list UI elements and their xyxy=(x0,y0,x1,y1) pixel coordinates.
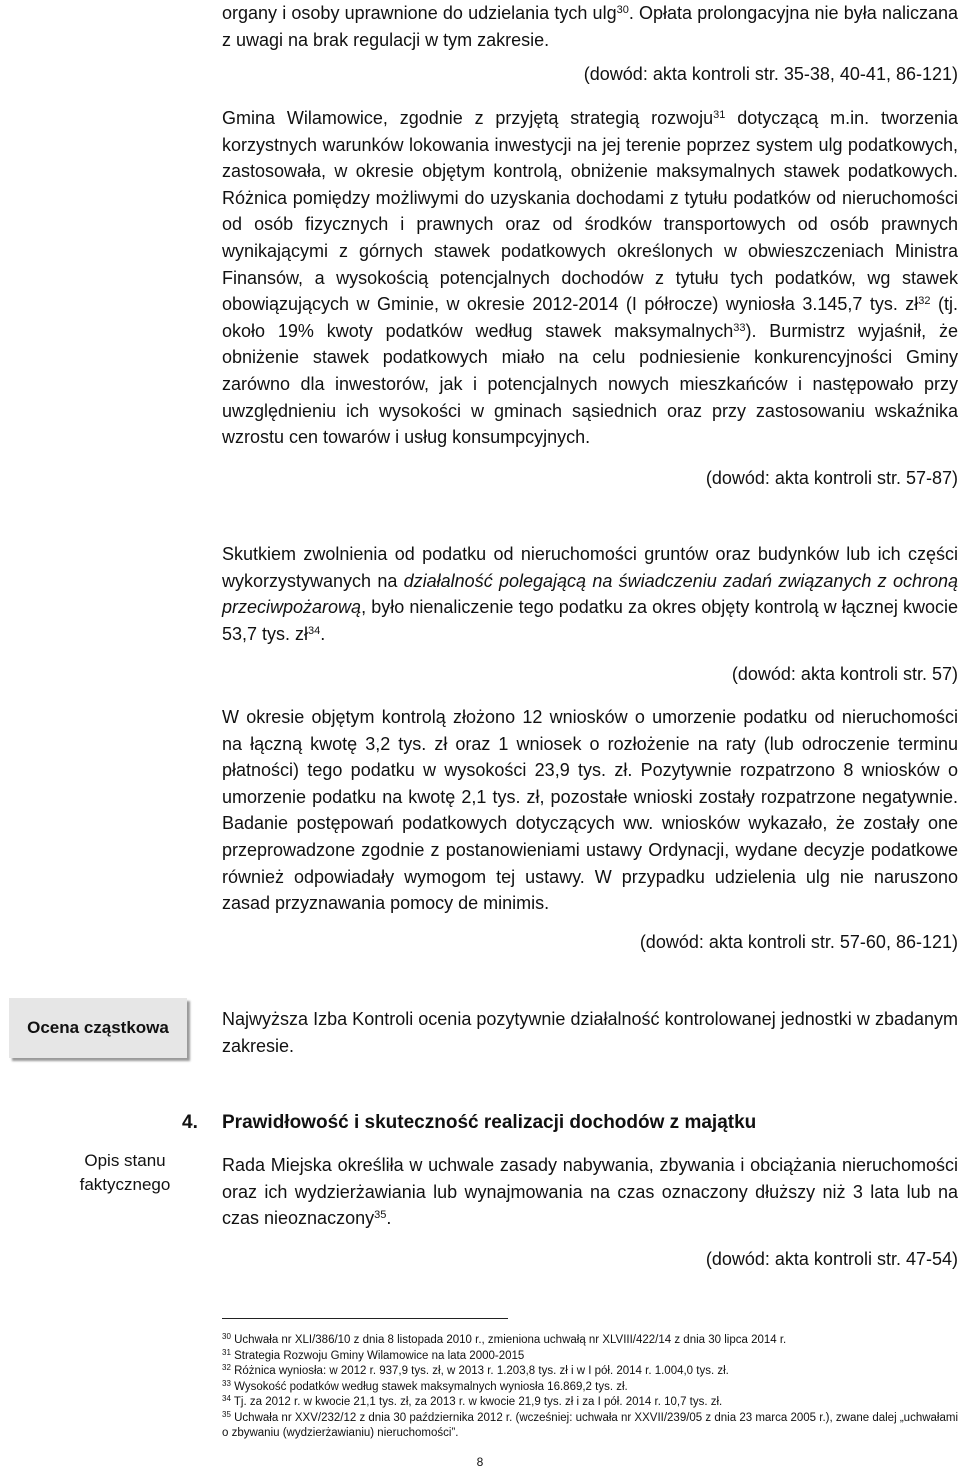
section-number: 4. xyxy=(182,1112,198,1133)
footnote: $^{33}$ Wysokość podatków według stawek maksymalnych wyniosła 16.869,2 tys. zł. xyxy=(222,1378,628,1393)
footnote: $^{32}$ Różnica wyniosła: w 2012 r. 937,9 tys. zł, w 2013 r. 1.203,8 tys. zł i w I pół. 2014 r. 1.004,0 tys. zł. xyxy=(222,1363,729,1377)
text-block: Gmina Wilamowice, zgodnie z przyjętą strategią rozwoju$^{31}$ dotyczącą m.in. tworzenia korzystnych warunków lokowania inwestycji na jej terenie poprzez system ulg podatkowych, zastosowała, w okresie objętym kontrolą, obniżenie maksymalnych stawek podatkowych. Różnica pomiędzy możliwymi do uzyskania dochodami z tytułu podatków od nieruchomości od osób fizycznych i prawnych oraz od środków transportowych od osób prawnych wynikającymi z górnych stawek podatkowych określonych w obwieszczeniach Ministra Finansów, a wysokością potencjalnych dochodów z tytułu tych podatków, wg stawek obowiązujących w Gminie, w okresie 2012-2014 (I półrocze) wyniosła 3.145,7 tys. $zł^{32}$ (tj. około 19% kwoty podatków według stawek maksymalnych$^{33}$). Burmistrz wyjaśnił, że obniżenie stawek podatkowych miało na celu podniesienie konkurencyjności Gminy zarówno dla inwestorów, jak i potencjalnych nowych mieszkańców i następowało przy uwzględnieniu ich wysokości w gminach sąsiednich oraz przy zastosowaniu wskaźnika wzrostu cen towarów i usług konsumpcyjnych. xyxy=(222,108,958,448)
text-block: organy i osoby uprawnione do udzielania tych ulg$^{30}$. Opłata prolongacyjna nie była naliczana z uwagi na brak regulacji w tym zakresie. xyxy=(222,3,958,50)
paragraph-tax-rates xyxy=(222,105,958,491)
footnotes xyxy=(222,1333,958,1442)
footnote-ref-32[interactable]: 32 xyxy=(918,295,931,308)
evidence-citation: (dowód: akta kontroli str. 57-60, 86-121) xyxy=(639,931,958,952)
footnote-ref-34[interactable]: 34 xyxy=(308,624,321,637)
text-block: Skutkiem zwolnienia od podatku od nieruchomości gruntów oraz budynków lub ich części wykorzystywanych na działalność polegającą na świadczeniu zadań związanych z ochroną przeciwpożarową, było nienaliczenie tego podatku za okres objęty kontrolą w łącznej kwocie 53,7 tys. $zł^{34}$. xyxy=(222,544,958,644)
footnote: $^{30}$ Uchwała nr XLI/386/10 z dnia 8 listopada 2010 r., zmieniona uchwałą nr XLVIII/422/14 z dnia 30 lipca 2014 r. xyxy=(222,1332,787,1346)
paragraph-applications xyxy=(222,704,958,955)
facts-description-label: Opis stanu faktycznego xyxy=(79,1151,171,1194)
section4-paragraph xyxy=(222,1152,958,1272)
text-block: Rada Miejska określiła w uchwale zasady nabywania, zbywania i obciążania nieruchomości oraz ich wydzierżawiania lub wynajmowania na czas oznaczony dłuższy niż 3 lata lub na czas nieoznaczony$^{35}$. xyxy=(222,1155,958,1229)
footnote: $^{31}$ Strategia Rozwoju Gminy Wilamowice na lata 2000-2015 xyxy=(222,1347,525,1362)
footnote-ref-35[interactable]: 35 xyxy=(374,1209,387,1222)
section-title: Prawidłowość i skuteczność realizacji dochodów z majątku xyxy=(222,1112,757,1133)
section-heading xyxy=(182,1110,958,1136)
footnote-ref-31[interactable]: 31 xyxy=(713,109,726,121)
page-number: 8 xyxy=(476,1455,484,1469)
paragraph-exemption xyxy=(222,541,958,687)
evidence-citation: (dowód: akta kontroli str. 35-38, 40-41, 86-121) xyxy=(583,64,958,85)
text-block: Najwyższa Izba Kontroli ocenia pozytywnie działalność kontrolowanej jednostki w zbadanym zakresie. xyxy=(222,1009,958,1056)
footnote: $^{34}$ Tj. za 2012 r. w kwocie 21,1 tys. zł, za 2013 r. w kwocie 21,9 tys. zł i za I pół. 2014 r. 10,7 tys. zł. xyxy=(222,1394,723,1408)
partial-assessment-label: Ocena cząstkowa xyxy=(9,998,187,1058)
footnote-ref-30[interactable]: 30 xyxy=(616,4,629,16)
evidence-citation: (dowód: akta kontroli str. 47-54) xyxy=(705,1248,958,1269)
evidence-citation: (dowód: akta kontroli str. 57-87) xyxy=(705,467,958,488)
top-paragraph xyxy=(222,0,958,87)
assessment-paragraph xyxy=(222,1006,958,1059)
footnote-ref-33[interactable]: 33 xyxy=(733,321,746,334)
evidence-citation: (dowód: akta kontroli str. 57) xyxy=(731,664,958,685)
footnote-separator xyxy=(222,1318,508,1319)
text-block: W okresie objętym kontrolą złożono 12 wniosków o umorzenie podatku od nieruchomości na łączną kwotę 3,2 tys. zł oraz 1 wniosek o rozłożenie na raty (lub odroczenie terminu płatności) tego podatku w wysokości 23,9 tys. zł. Pozytywnie rozpatrzono 8 wniosków o umorzenie podatku na kwotę 2,1 tys. zł, pozostałe wnioski zostały rozpatrzone negatywnie. Badanie postępowań podatkowych dotyczących ww. wniosków wykazało, że zostały one przeprowadzone zgodnie z postanowieniami ustawy Ordynacji, wydane decyzje podatkowe również odpowiadały wymogom tej ustawy. W przypadku udzielenia ulg nie naruszono zasad przyznawania pomocy de minimis. xyxy=(222,707,958,914)
footnote: $^{35}$ Uchwała nr XXV/232/12 z dnia 30 października 2012 r. (wcześniej: uchwała nr XXVII/239/05 z dnia 23 marca 2005 r.), zwane dalej „uchwałami o zbywaniu (wydzierżawianiu) nieruchomości”. xyxy=(222,1409,958,1439)
